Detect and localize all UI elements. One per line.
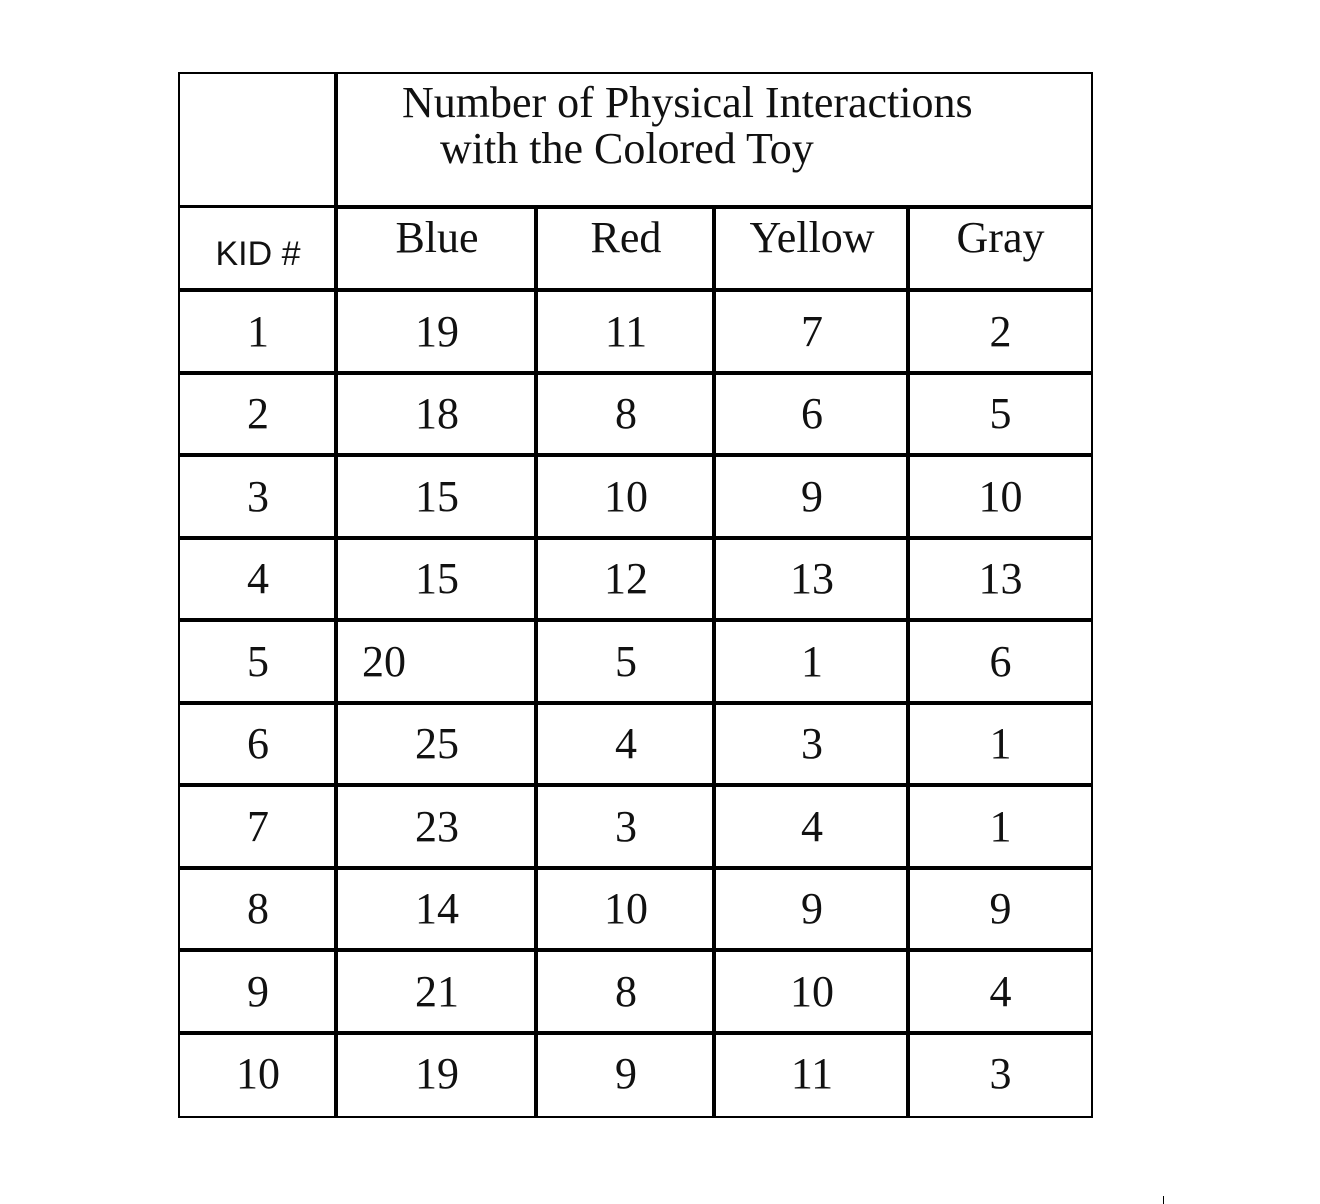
cell-gray: 3 (989, 1049, 1012, 1099)
cell-gray: 13 (978, 554, 1023, 604)
data-table (178, 72, 1093, 1118)
cell-yellow: 9 (801, 471, 823, 521)
cell-red: 5 (615, 636, 637, 686)
cell-gray: 9 (989, 884, 1012, 934)
column-divider (712, 205, 716, 1116)
cell-kid: 9 (247, 966, 269, 1016)
cell-blue: 20 (362, 636, 406, 686)
cell-kid: 6 (247, 719, 269, 769)
row-divider (180, 701, 1091, 705)
cell-kid: 2 (247, 389, 269, 439)
cell-blue: 18 (415, 389, 459, 439)
row-divider (180, 783, 1091, 787)
cell-yellow: 1 (801, 636, 823, 686)
column-divider (534, 205, 538, 1116)
cell-kid: 3 (247, 471, 269, 521)
cell-red: 8 (615, 966, 637, 1016)
cell-yellow: 10 (790, 966, 834, 1016)
row-divider (180, 288, 1091, 292)
cell-yellow: 3 (801, 719, 823, 769)
cell-kid: 5 (247, 636, 269, 686)
cell-kid: 4 (247, 554, 269, 604)
cell-red: 11 (604, 306, 648, 356)
cell-red: 4 (615, 719, 637, 769)
column-divider (334, 74, 338, 1116)
cell-red: 3 (615, 801, 637, 851)
cell-red: 9 (615, 1049, 637, 1099)
cell-gray: 1 (989, 801, 1012, 851)
row-divider (180, 371, 1091, 375)
cell-gray: 1 (989, 719, 1012, 769)
stray-tick-mark (1163, 1196, 1164, 1204)
cell-red: 8 (615, 389, 637, 439)
row-divider (180, 536, 1091, 540)
row-divider (180, 1031, 1091, 1035)
row-divider (180, 453, 1091, 457)
cell-kid: 10 (236, 1049, 280, 1099)
cell-yellow: 7 (801, 306, 823, 356)
header-gray: Gray (956, 212, 1045, 262)
cell-gray: 2 (989, 306, 1012, 356)
cell-blue: 15 (415, 471, 459, 521)
cell-yellow: 6 (801, 389, 823, 439)
cell-blue: 14 (415, 884, 459, 934)
cell-red: 10 (604, 471, 648, 521)
cell-blue: 23 (415, 801, 459, 851)
row-divider (180, 205, 338, 208)
cell-blue: 25 (415, 719, 459, 769)
column-divider (906, 205, 910, 1116)
table-title-line1: Number of Physical Interactions (402, 78, 973, 127)
cell-kid: 8 (247, 884, 269, 934)
cell-blue: 19 (415, 306, 459, 356)
table-title-line2: with the Colored Toy (440, 124, 814, 173)
cell-red: 12 (604, 554, 648, 604)
row-divider (180, 866, 1091, 870)
cell-yellow: 9 (801, 884, 823, 934)
cell-yellow: 11 (790, 1049, 834, 1099)
cell-gray: 4 (989, 966, 1012, 1016)
header-red: Red (590, 212, 662, 262)
cell-blue: 19 (415, 1049, 459, 1099)
cell-blue: 21 (415, 966, 459, 1016)
cell-yellow: 13 (790, 554, 834, 604)
table-title (338, 74, 1091, 206)
row-divider (180, 948, 1091, 952)
cell-red: 10 (604, 884, 648, 934)
header-blue: Blue (395, 212, 479, 262)
cell-gray: 10 (978, 471, 1023, 521)
header-kid: KID # (215, 234, 301, 273)
header-yellow: Yellow (749, 212, 875, 262)
cell-gray: 6 (989, 636, 1012, 686)
cell-kid: 7 (247, 801, 269, 851)
cell-blue: 15 (415, 554, 459, 604)
row-divider (180, 618, 1091, 622)
cell-yellow: 4 (801, 801, 823, 851)
cell-gray: 5 (989, 389, 1012, 439)
cell-kid: 1 (247, 306, 269, 356)
